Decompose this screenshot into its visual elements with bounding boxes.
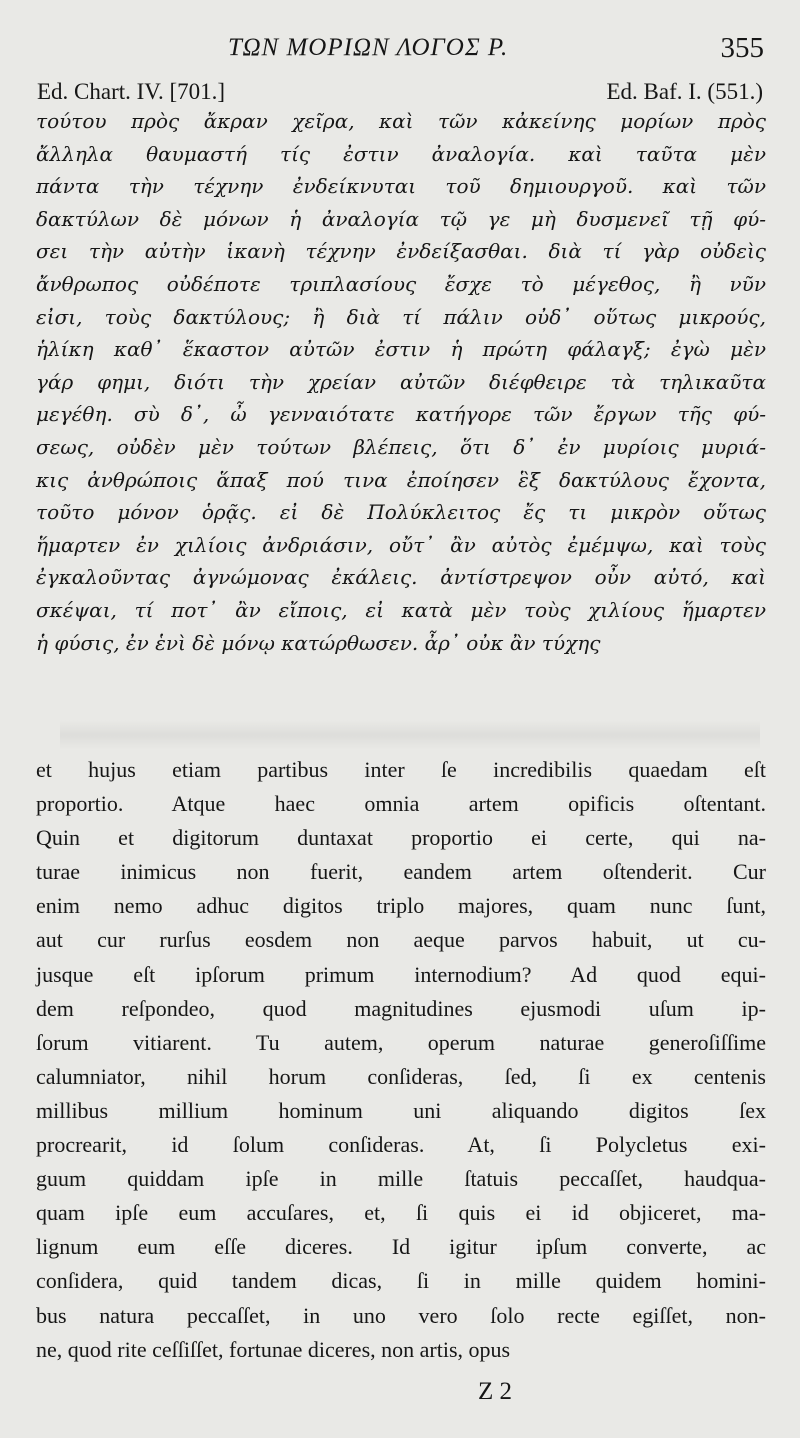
latin-text-line: enim nemo adhuc digitos triplo majores, quam nunc ſunt, (36, 893, 766, 919)
latin-text-line: procrearit, id ſolum conſideras. At, ſi Polycletus exi- (36, 1132, 766, 1158)
greek-text-line: εἰσι, τοὺς δακτύλους; ἢ διὰ τί πάλιν οὐδ᾽ οὕτως μικρούς, (36, 304, 766, 329)
greek-text-line: ἐγκαλοῦντας ἀγνώμονας ἐκάλεις. ἀντίστρεψον οὖν αὐτό, καὶ (36, 565, 766, 590)
latin-text-block (36, 753, 766, 1367)
signature-mark: Z 2 (478, 1378, 513, 1405)
latin-text-line: quam ipſe eum accuſares, et, ſi quis ei id objiceret, ma- (36, 1200, 766, 1226)
latin-text-line: et hujus etiam partibus inter ſe incredibilis quaedam eſt (36, 757, 766, 782)
greek-text-line: δακτύλων δὲ μόνων ἡ ἀναλογία τῷ γε μὴ δυσμενεῖ τῇ φύ- (36, 206, 766, 231)
greek-text-block (36, 105, 766, 659)
latin-text-line: jusque eſt ipſorum primum internodium? Ad quod equi- (36, 961, 766, 987)
greek-text-line: ἄνθρωπος οὐδέποτε τριπλασίους ἔσχε τὸ μέγεθος, ἢ νῦν (36, 271, 766, 296)
greek-text-line: σει τὴν αὐτὴν ἱκανὴ τέχνην ἐνδείξασθαι. διὰ τί γὰρ οὐδεὶς (36, 239, 766, 264)
greek-text-line: ἥμαρτεν ἐν χιλίοις ἀνδριάσιν, οὔτ᾽ ἂν αὐτὸς ἐμέμψω, καὶ τοὺς (36, 532, 766, 557)
greek-text-line: τούτου πρὸς ἄκραν χεῖρα, καὶ τῶν κἀκείνης μορίων πρὸς (36, 109, 766, 133)
latin-text-line: calumniator, nihil horum conſideras, ſed, ſi ex centenis (36, 1063, 766, 1089)
greek-text-line: ἡ φύσις, ἐν ἑνὶ δὲ μόνῳ κατώρθωσεν. ἆρ᾽ οὐκ ἂν τύχης (36, 630, 601, 655)
greek-text-line: σκέψαι, τί ποτ᾽ ἂν εἴποις, εἰ κατὰ μὲν τοὺς χιλίους ἥμαρτεν (36, 597, 766, 622)
latin-text-line: millibus millium hominum uni aliquando digitos ſex (36, 1097, 766, 1123)
page-number: 355 (720, 32, 764, 64)
greek-text-line: τοῦτο μόνον ὁρᾷς. εἰ δὲ Πολύκλειτος ἔς τι μικρὸν οὕτως (36, 500, 766, 525)
greek-text-line: σεως, οὐδὲν μὲν τούτων βλέπεις, ὅτι δ᾽ ἐν μυρίοις μυριά- (36, 434, 766, 459)
latin-text-line: guum quiddam ipſe in mille ſtatuis peccaſſet, haudqua- (36, 1166, 766, 1192)
edition-reference-right: Ed. Baf. I. (551.) (606, 79, 763, 104)
latin-text-line: turae inimicus non fuerit, eandem artem oſtenderit. Cur (36, 859, 766, 885)
greek-text-line: γάρ φημι, διότι τὴν χρείαν αὐτῶν διέφθειρε τὰ τηλικαῦτα (36, 369, 766, 394)
latin-text-line: aut cur rurſus eosdem non aeque parvos habuit, ut cu- (36, 927, 766, 953)
greek-text-line: πάντα τὴν τέχνην ἐνδείκνυται τοῦ δημιουργοῦ. καὶ τῶν (36, 174, 766, 199)
running-head: ΤΩΝ ΜΟΡΙΩΝ ΛΟΓΟΣ Ρ. (228, 34, 509, 61)
latin-text-line: Quin et digitorum duntaxat proportio ei certe, qui na- (36, 825, 766, 851)
latin-text-line: dem reſpondeo, quod magnitudines ejusmodi uſum ip- (36, 995, 766, 1021)
greek-text-line: ἄλληλα θαυμαστή τίς ἐστιν ἀναλογία. καὶ ταῦτα μὲν (36, 141, 766, 166)
latin-text-line: ſorum vitiarent. Tu autem, operum naturae generoſiſſime (36, 1029, 766, 1055)
show-through-shadow (60, 720, 760, 750)
greek-text-line: μεγέθη. σὺ δ᾽, ὦ γενναιότατε κατήγορε τῶν ἔργων τῆς φύ- (36, 402, 766, 427)
latin-text-line: conſidera, quid tandem dicas, ſi in mille quidem homini- (36, 1268, 766, 1294)
latin-text-line: proportio. Atque haec omnia artem opificis oſtentant. (36, 791, 766, 817)
edition-reference-left: Ed. Chart. IV. [701.] (37, 79, 226, 104)
latin-text-line: ne, quod rite ceſſiſſet, fortunae diceres, non artis, opus (36, 1336, 511, 1362)
greek-text-line: ἡλίκη καθ᾽ ἕκαστον αὐτῶν ἐστιν ἡ πρώτη φάλαγξ; ἐγὼ μὲν (36, 337, 766, 362)
latin-text-line: bus natura peccaſſet, in uno vero ſolo recte egiſſet, non- (36, 1302, 766, 1328)
latin-text-line: lignum eum eſſe diceres. Id igitur ipſum converte, ac (36, 1234, 766, 1260)
greek-text-line: κις ἀνθρώποις ἅπαξ πού τινα ἐποίησεν ἓξ δακτύλους ἔχοντα, (36, 467, 766, 492)
